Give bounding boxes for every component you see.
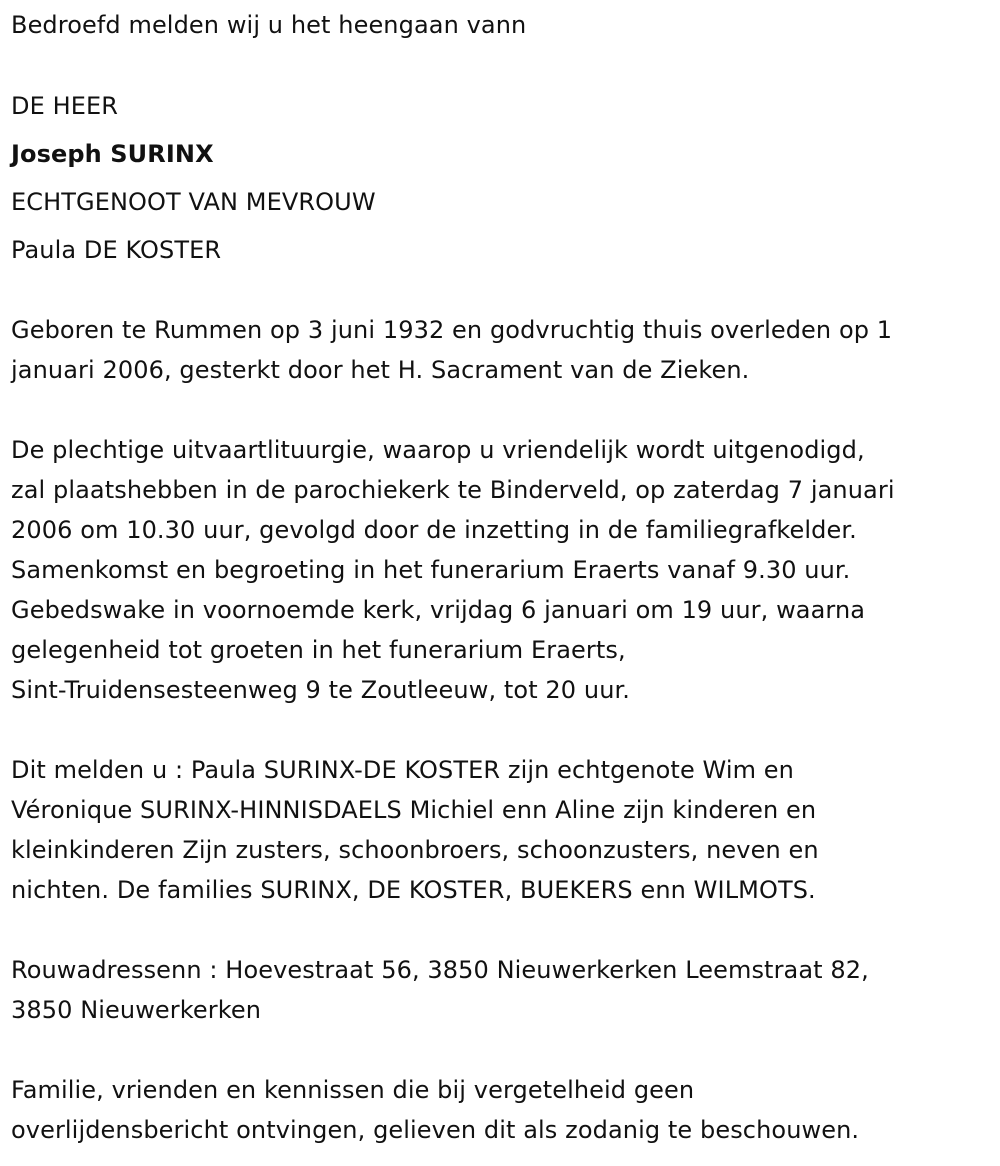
deceased-name: Joseph SURINX	[11, 140, 214, 168]
family-line: kleinkinderen Zijn zusters, schoonbroers, schoonzusters, neven en	[11, 836, 819, 864]
spouse-name: Paula DE KOSTER	[11, 236, 222, 264]
family-line: nichten. De families SURINX, DE KOSTER, BUEKERS enn WILMOTS.	[11, 876, 816, 904]
funeral-line: 2006 om 10.30 uur, gevolgd door de inzetting in de familiegrafkelder.	[11, 516, 857, 544]
funeral-line: zal plaatshebben in de parochiekerk te Binderveld, op zaterdag 7 januari	[11, 476, 895, 504]
funeral-line: gelegenheid tot groeten in het funerarium Eraerts,	[11, 636, 626, 664]
funeral-line: Sint-Truidensesteenweg 9 te Zoutleeuw, tot 20 uur.	[11, 676, 631, 704]
family-line: Véronique SURINX-HINNISDAELS Michiel enn Aline zijn kinderen en	[11, 796, 817, 824]
closing-line: Familie, vrienden en kennissen die bij vergetelheid geen	[11, 1076, 695, 1104]
birth-death-line: januari 2006, gesterkt door het H. Sacrament van de Zieken.	[11, 356, 750, 384]
closing-line: overlijdensbericht ontvingen, gelieven dit als zodanig te beschouwen.	[11, 1116, 860, 1144]
family-line: Dit melden u : Paula SURINX-DE KOSTER zijn echtgenote Wim en	[11, 756, 794, 784]
honorific: DE HEER	[11, 92, 119, 120]
funeral-line: De plechtige uitvaartlituurgie, waarop u vriendelijk wordt uitgenodigd,	[11, 436, 865, 464]
funeral-line: Samenkomst en begroeting in het funerarium Eraerts vanaf 9.30 uur.	[11, 556, 851, 584]
birth-death-line: Geboren te Rummen op 3 juni 1932 en godvruchtig thuis overleden op 1	[11, 316, 893, 344]
address-line: Rouwadressenn : Hoevestraat 56, 3850 Nieuwerkerken Leemstraat 82,	[11, 956, 869, 984]
spouse-label: ECHTGENOOT VAN MEVROUW	[11, 188, 376, 216]
address-line: 3850 Nieuwerkerken	[11, 996, 262, 1024]
funeral-line: Gebedswake in voornoemde kerk, vrijdag 6 januari om 19 uur, waarna	[11, 596, 866, 624]
intro-line: Bedroefd melden wij u het heengaan vann	[11, 11, 527, 39]
